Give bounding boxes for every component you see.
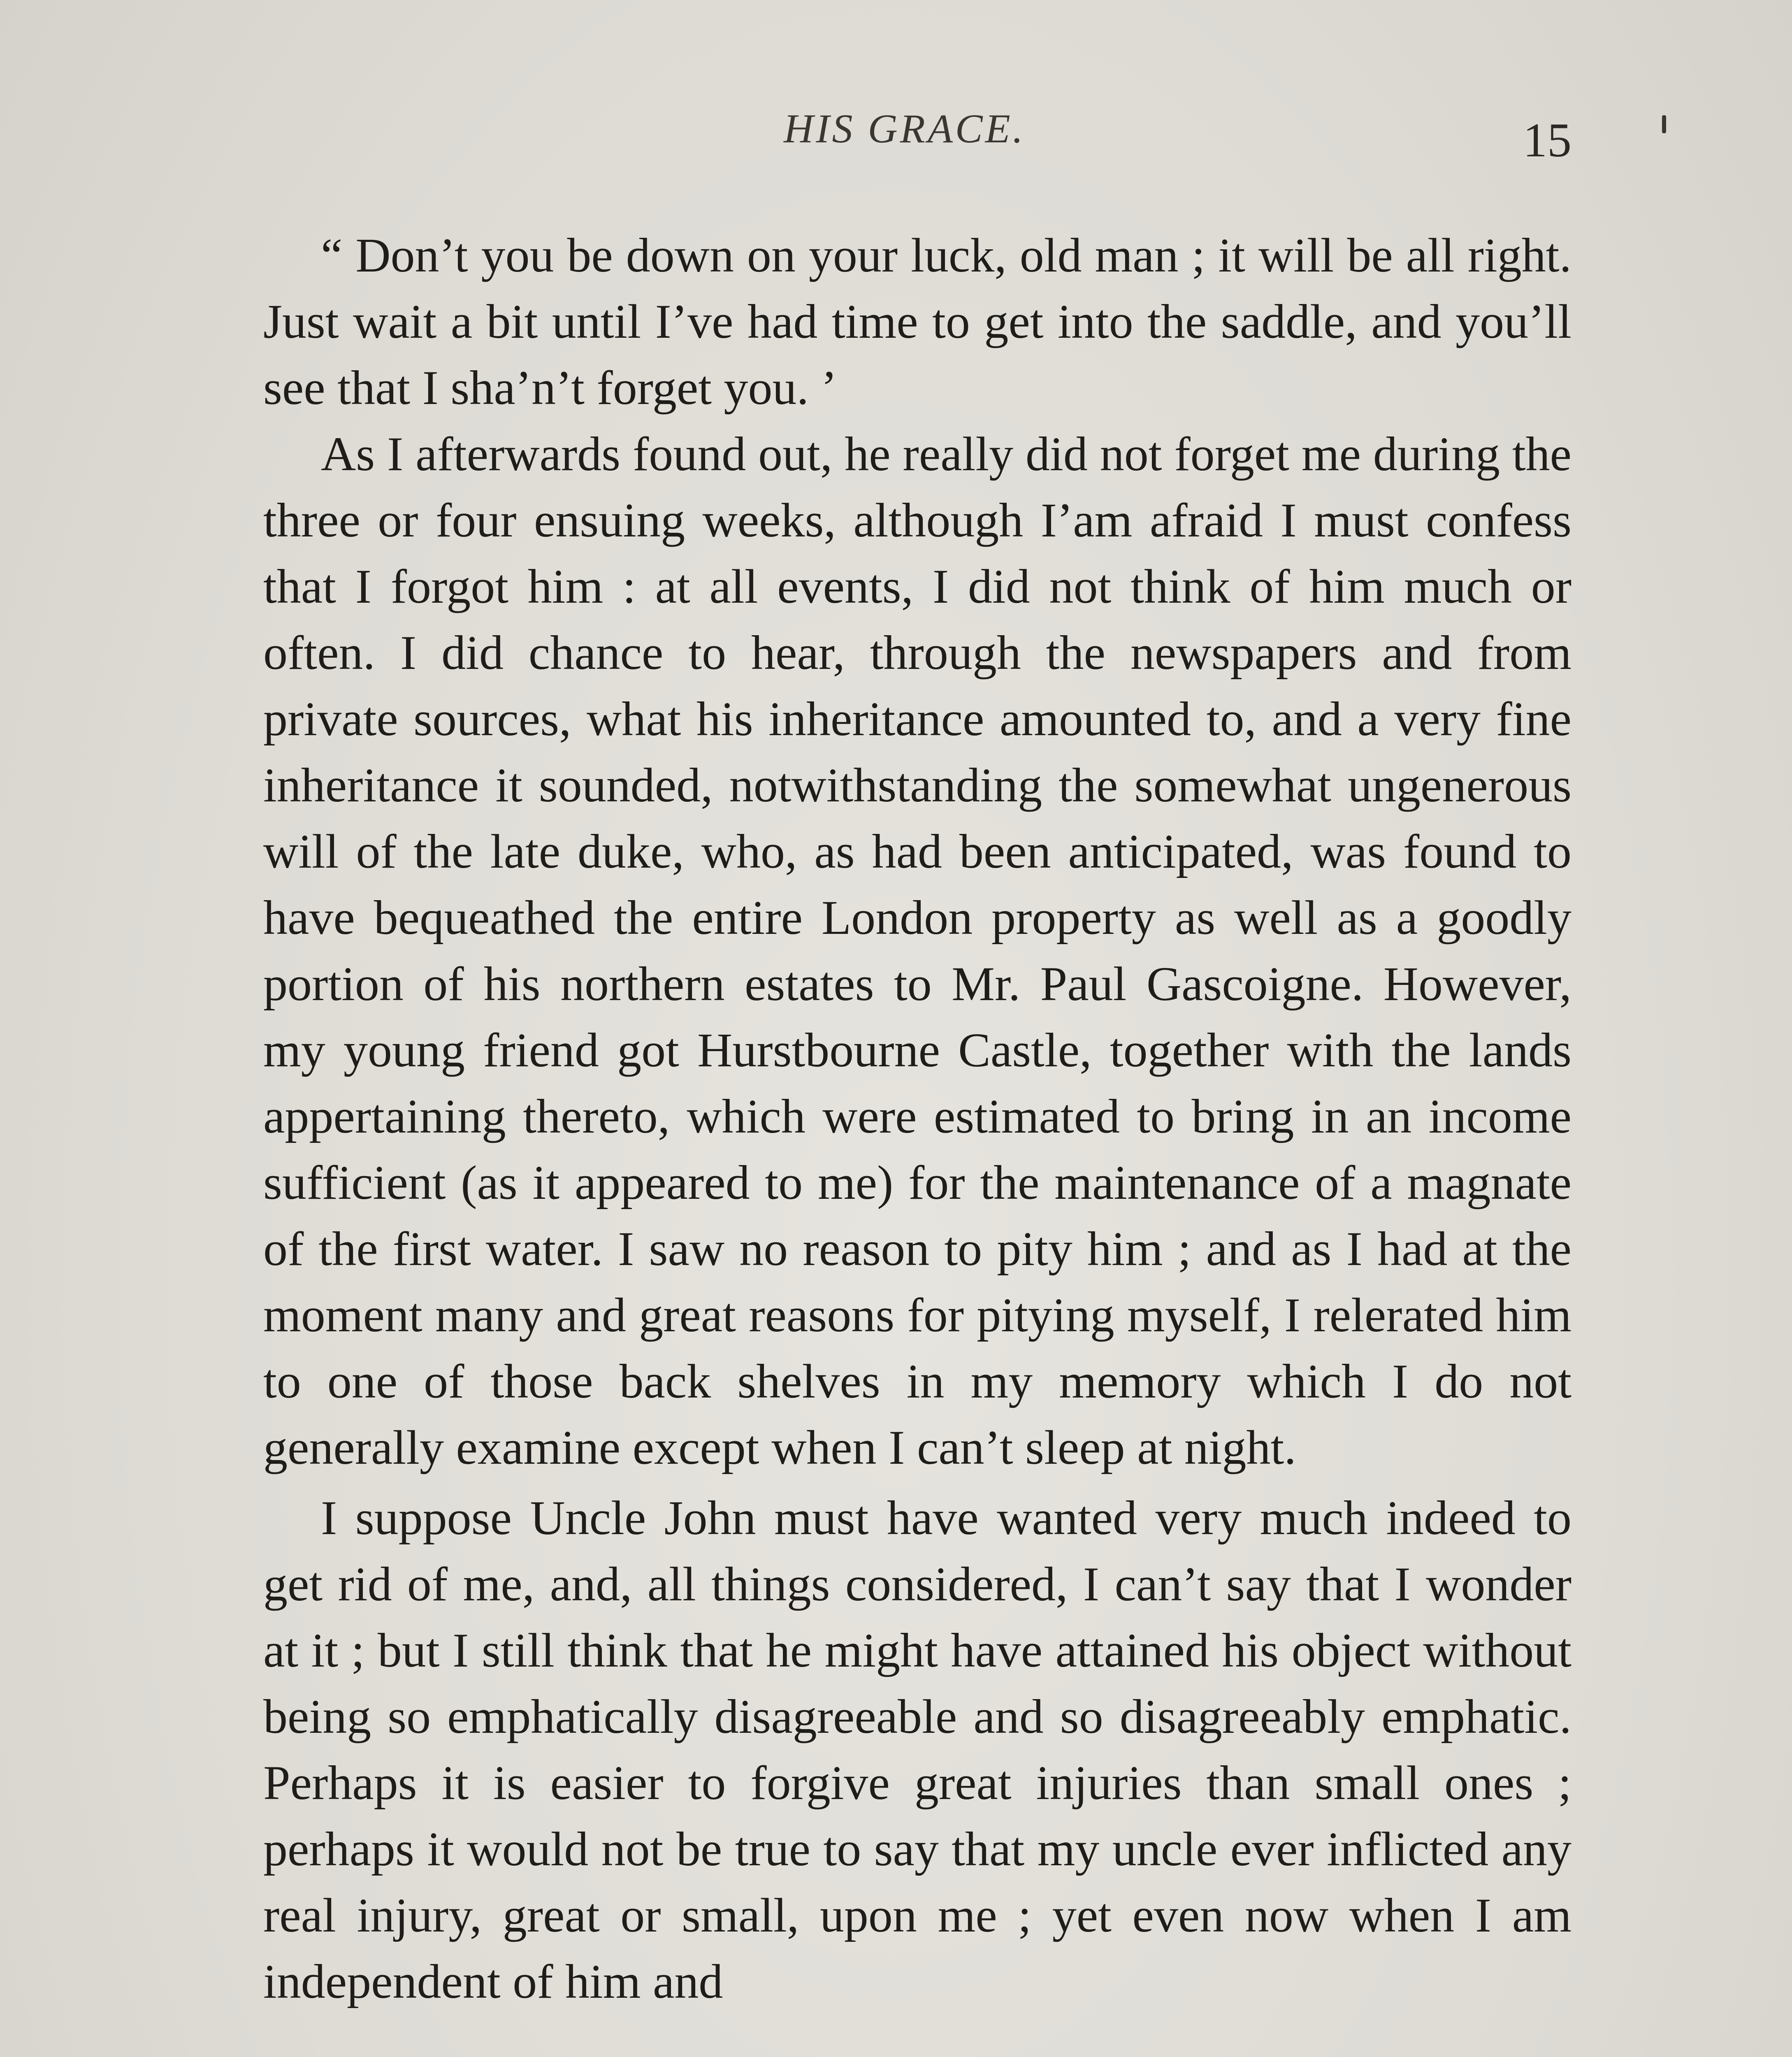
- page-number: 15: [1523, 113, 1571, 167]
- page-speck: [1662, 115, 1666, 133]
- body-text: [263, 222, 1571, 2015]
- running-title: HIS GRACE.: [784, 106, 1026, 151]
- paragraph-1: “ Don’t you be down on your luck, old man ; it will be all right. Just wait a bit until I’ve had time to get into the saddle, and you’ll see that I sha’n’t forget you. ’: [263, 228, 1571, 415]
- paragraph-3: I suppose Uncle John must have wanted very much indeed to get rid of me, and, all things considered, I can’t say that I wonder at it ; but I still think that he might have attained his object without being so emphatically disagreeable and so disagreeably emphatic. Perhaps it is easier to forgive great injuries than small ones ; perhaps it would not be true to say that my uncle ever inflicted any real injury, great or small, upon me ; yet even now when I am independent of him and: [263, 1491, 1571, 2008]
- paragraph-2: As I afterwards found out, he really did not forget me during the three or four ensuing weeks, although I’am afraid I must confess that I forgot him : at all events, I did not think of him much or often. I did chance to hear, through the newspapers and from private sources, what his inheritance amounted to, and a very fine inheritance it sounded, notwithstanding the somewhat ungenerous will of the late duke, who, as had been anticipated, was found to have bequeathed the entire London property as well as a goodly portion of his northern estates to Mr. Paul Gascoigne. However, my young friend got Hurstbourne Castle, together with the lands appertaining thereto, which were estimated to bring in an income sufficient (as it appeared to me) for the maintenance of a magnate of the first water. I saw no reason to pity him ; and as I had at the moment many and great reasons for pitying myself, I relerated him to one of those back shelves in my memory which I do not generally examine except when I can’t sleep at night.: [263, 427, 1571, 1474]
- page-header: [263, 105, 1571, 171]
